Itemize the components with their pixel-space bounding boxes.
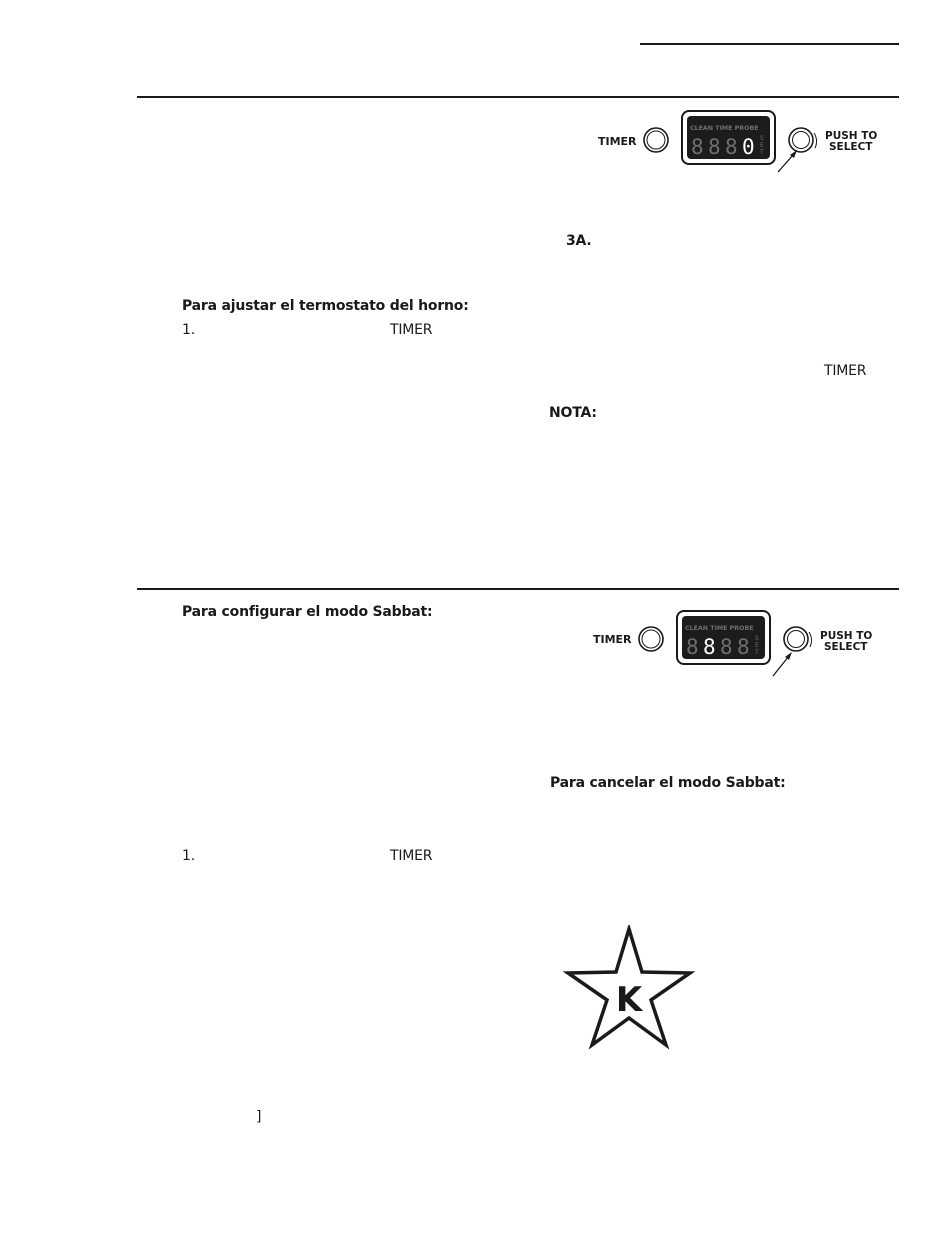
lcd-digit: 8 — [708, 135, 721, 159]
header-rule — [640, 43, 899, 45]
svg-text:T: T — [755, 649, 759, 656]
sabbath-step-1-timer-key: TIMER — [390, 848, 433, 864]
right-timer-key: TIMER — [824, 363, 867, 379]
section-divider-bottom — [137, 588, 899, 590]
arrow-icon — [778, 150, 797, 172]
lcd-bracket-symbol: ] — [255, 1109, 264, 1125]
select-knob[interactable] — [784, 627, 812, 651]
select-label: SELECT — [829, 141, 873, 153]
svg-text:E: E — [755, 642, 759, 649]
sabbath-step-1-number: 1. — [182, 848, 195, 864]
timer-button[interactable] — [644, 128, 668, 152]
timer-button-label: TIMER — [598, 135, 637, 148]
lcd-digit: 8 — [737, 635, 750, 659]
arrow-icon — [773, 652, 792, 676]
lcd-display — [677, 611, 770, 664]
push-to-label: PUSH TO — [820, 630, 873, 642]
lcd-display — [682, 111, 775, 164]
select-knob[interactable] — [789, 128, 817, 152]
thermostat-heading: Para ajustar el termostato del horno: — [182, 298, 469, 314]
push-to-label: PUSH TO — [825, 130, 878, 142]
svg-text:T: T — [760, 149, 764, 156]
control-panel-figure-1 — [595, 108, 890, 178]
section-divider-top — [137, 96, 899, 98]
timer-button-label: TIMER — [593, 633, 632, 646]
note-label: NOTA: — [549, 405, 597, 421]
figure-label-3a: 3A. — [566, 233, 592, 249]
select-label: SELECT — [824, 641, 868, 653]
lcd-digit: 8 — [725, 135, 738, 159]
star-k-kosher-icon — [562, 925, 697, 1050]
step-1-number: 1. — [182, 322, 195, 338]
lcd-digit: 8 — [720, 635, 733, 659]
lcd-digit: 0 — [742, 135, 755, 159]
sabbath-heading: Para configurar el modo Sabbat: — [182, 604, 433, 620]
lcd-digit: 8 — [686, 635, 699, 659]
lcd-digit: 8 — [703, 635, 716, 659]
step-1-timer-key: TIMER — [390, 322, 433, 338]
cancel-sabbath-heading: Para cancelar el modo Sabbat: — [550, 775, 786, 791]
lcd-set-label: S — [760, 135, 764, 142]
star-k-letter: K — [615, 980, 643, 1020]
lcd-header-text: CLEAN TIME PROBE — [685, 625, 754, 632]
lcd-header-text: CLEAN TIME PROBE — [690, 125, 759, 132]
control-panel-figure-2 — [590, 608, 885, 678]
lcd-digit: 8 — [691, 135, 704, 159]
lcd-set-label: S — [755, 635, 759, 642]
timer-button[interactable] — [639, 627, 663, 651]
svg-text:E: E — [760, 142, 764, 149]
